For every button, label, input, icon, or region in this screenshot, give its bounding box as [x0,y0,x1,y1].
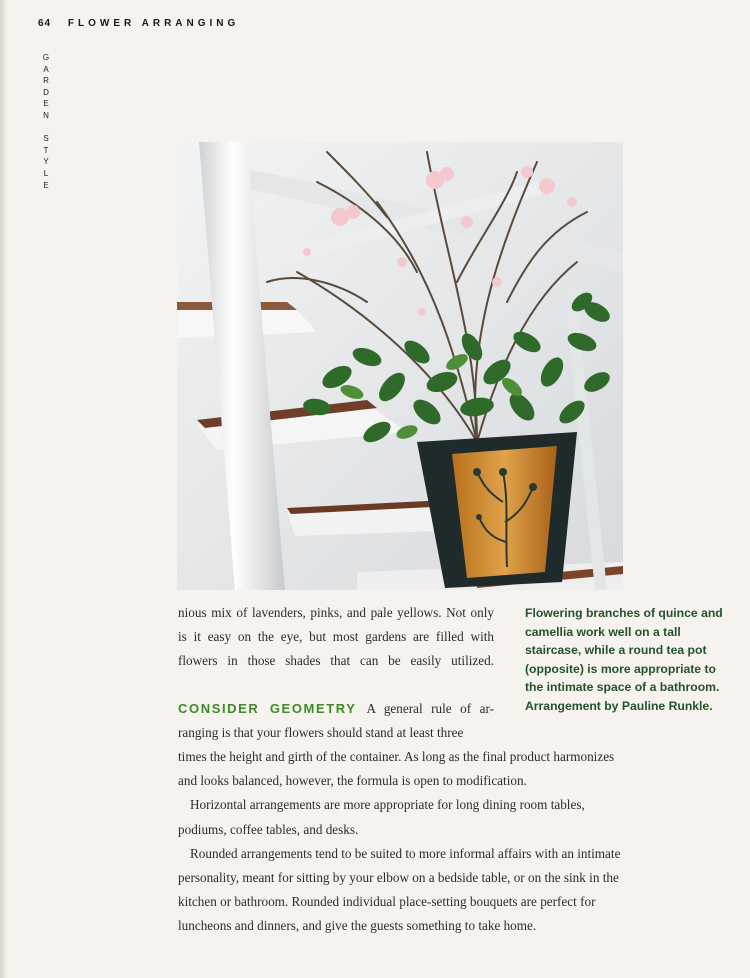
geometry-lead [178,697,494,745]
paragraph-rounded: Rounded arrangements tend to be suited to more informal affairs with an intimate personality, meant for sitting by your elbow on a bedside table, or on the sink in the kitchen or bathroom. Rounded individual place-setting bouquets are perfect for luncheons and dinners, and give the guests something to take home. [178,845,621,934]
side-label-letter: D [43,87,49,97]
side-label-letter: S [43,134,49,144]
side-label-letter: T [43,145,49,155]
painted-pot [417,432,577,588]
paragraph-horizontal: Horizontal arrangements are more appropriate for long dining room tables, podiums, coffee tables, and desks. [178,797,585,837]
paragraph-geometry-rest: times the height and girth of the container. As long as the final product harmonizes and looks balanced, however, the formula is open to modification. [178,749,615,789]
side-label-letter: L [43,168,49,178]
photo-illustration [177,142,623,590]
side-label-letter: A [43,64,49,74]
page-number: 64 [38,18,52,29]
text-column-full [178,745,626,939]
photo-caption: Flowering branches of quince and camellia work well on a tall staircase, while a round tea pot (opposite) is more appropriate to the intimate space of a bathroom. Arrangement by Pauline Runkle. [525,606,723,713]
paragraph-intro: nious mix of lavenders, pinks, and pale yellows. Not only is it easy on the eye, but most gardens are filled with flowers in those shades that can be easily utilized. [178,605,494,669]
side-label-letter: N [43,110,49,120]
geometry-line-1: A general rule of ar- [366,701,494,716]
page-edge [0,0,8,978]
text-column-upper [178,601,494,674]
side-label-gap [41,122,51,134]
running-header [38,18,239,29]
section-title: FLOWER ARRANGING [67,18,240,29]
side-label-letter: E [43,180,49,190]
side-section-label [41,52,51,191]
arrangement-photo [177,142,623,590]
geometry-line-2: ranging is that your flowers should stand at least three [178,725,464,741]
section-heading-geometry: CONSIDER GEOMETRY [178,701,357,716]
side-label-letter: Y [43,157,49,167]
side-label-letter: G [42,53,50,62]
side-label-letter: E [43,99,49,109]
side-label-letter: R [43,76,49,86]
